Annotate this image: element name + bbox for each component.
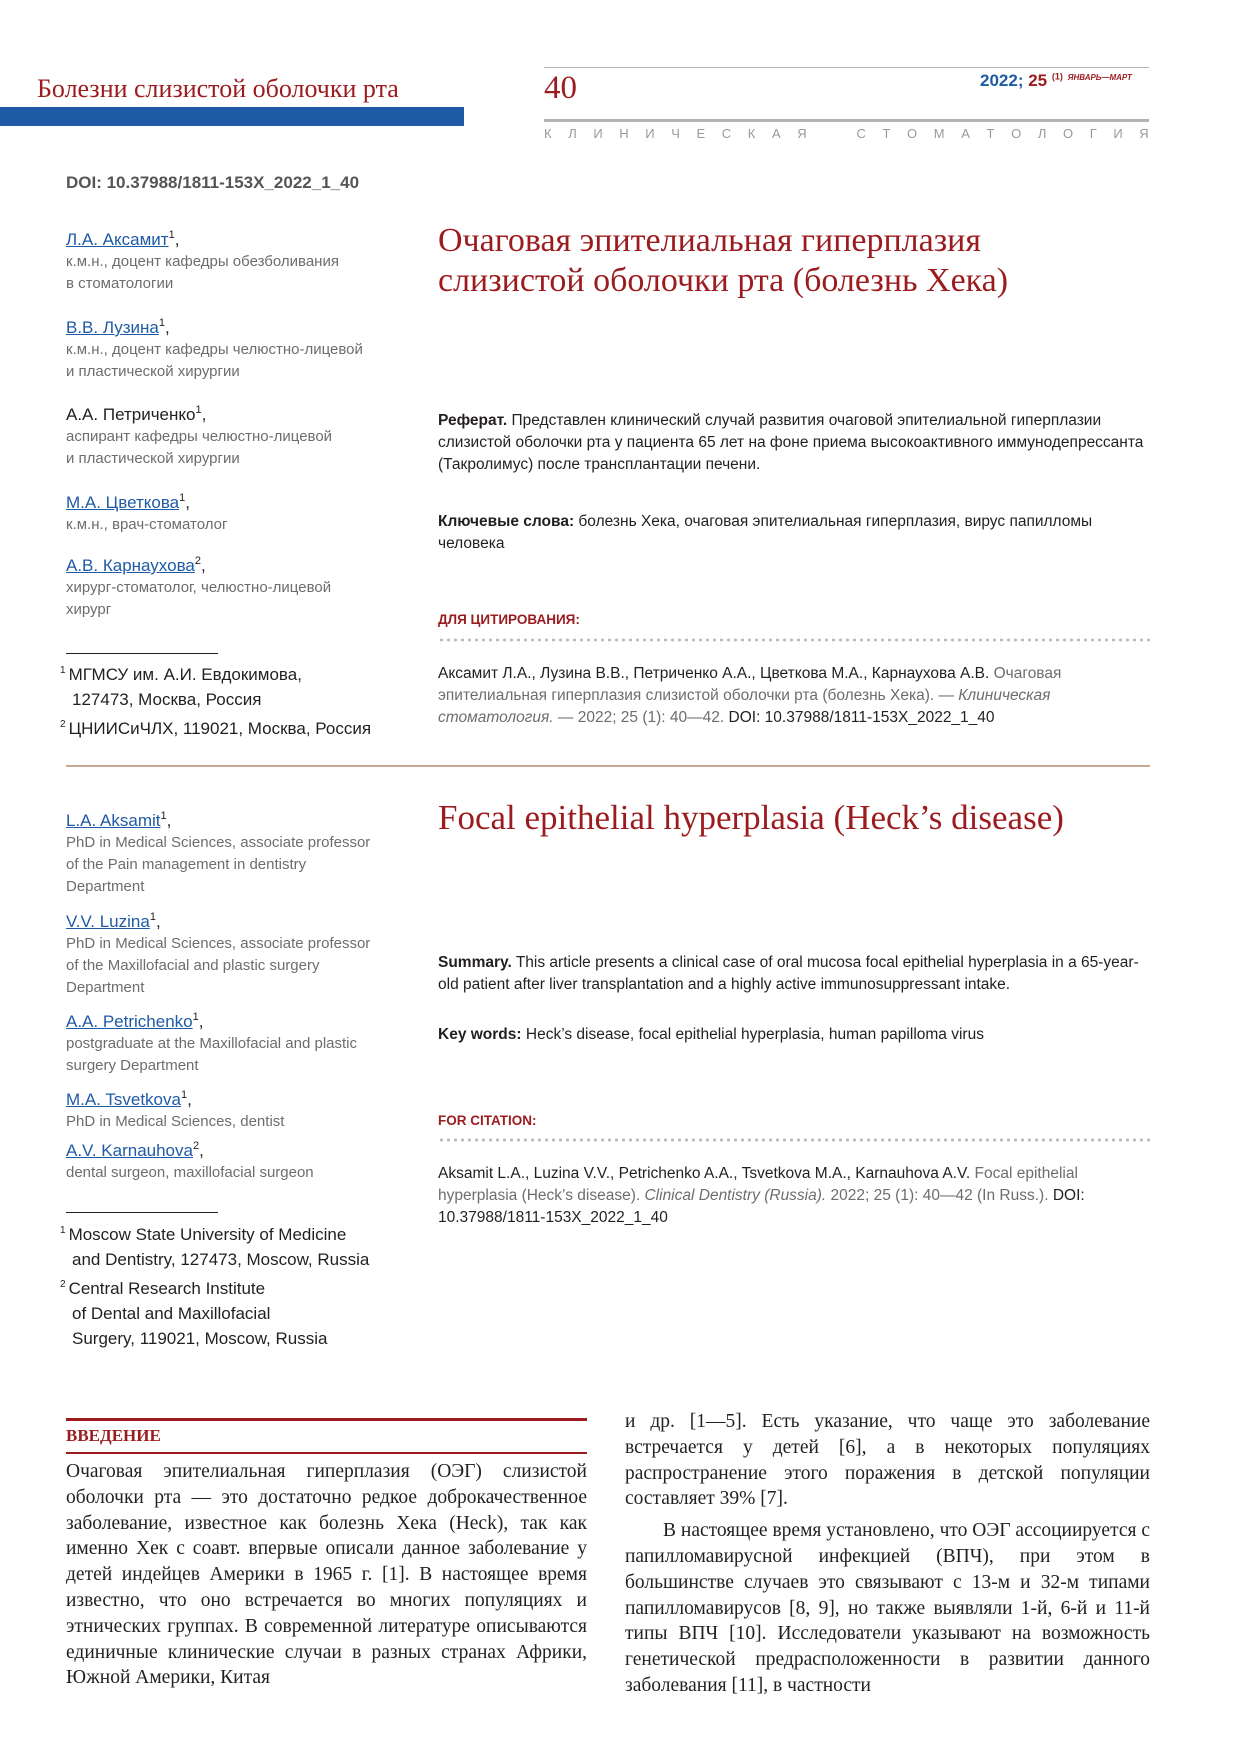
author-desc: хирург-стоматолог, челюстно-лицевой	[66, 579, 332, 596]
author-link[interactable]: Л.А. Аксамит	[66, 230, 169, 249]
cite-authors: Аксамит Л.А., Лузина В.В., Петриченко А.А., Цветкова М.А., Карнаухова А.В.	[438, 665, 990, 682]
title-line: Очаговая эпителиальная гиперплазия	[438, 222, 982, 259]
citation-en	[438, 1163, 1150, 1229]
citation-ru	[438, 663, 1150, 729]
author-link[interactable]: V.V. Luzina	[66, 912, 150, 931]
author-link[interactable]: В.В. Лузина	[66, 318, 159, 337]
issue-year: 2022;	[980, 71, 1024, 90]
section-divider	[66, 765, 1150, 767]
author-ru-3: А.А. Петриченко$^1$, аспирант кафедры челюстно-лицевой и пластической хирургии	[66, 404, 396, 470]
journal-letter: С	[721, 126, 732, 141]
author-sup: 1	[195, 404, 202, 416]
journal-letter: Т	[986, 126, 995, 141]
author-desc: PhD in Medical Sciences, associate professor	[66, 834, 371, 851]
affiliation-rule	[66, 653, 218, 654]
author-desc: Department	[66, 878, 145, 895]
aff-line: Moscow State University of Medicine	[68, 1225, 347, 1244]
journal-letter: И	[1113, 126, 1123, 141]
author-sup: 1	[179, 492, 186, 504]
dotted-separator	[438, 1138, 1150, 1142]
body-paragraph: и др. [1—5]. Есть указание, что чаще это заболевание встречается у детей [6], а в некоторых популяциях распространение этого поражения в детской популяции составляет 39% [7].	[625, 1411, 1150, 1510]
journal-letter: О	[1011, 126, 1022, 141]
cite-title: Focal epithelial hyperplasia (Heck’s disease).	[438, 1165, 1078, 1204]
intro-rule-bottom	[66, 1452, 587, 1454]
intro-heading: ВВЕДЕНИЕ	[66, 1426, 161, 1445]
journal-letter: Я	[797, 126, 807, 141]
author-ru-2: В.В. Лузина$^1$, к.м.н., доцент кафедры челюстно-лицевой и пластической хирургии	[66, 317, 396, 383]
keywords-text: Heck’s disease, focal epithelial hyperplasia, human papilloma virus	[525, 1026, 984, 1043]
article-title-en: Focal epithelial hyperplasia (Heck’s disease)	[438, 798, 1064, 837]
doi: DOI: 10.37988/1811-153X_2022_1_40	[66, 173, 360, 192]
page-number: 40	[544, 70, 577, 106]
author-desc: хирург	[66, 601, 112, 618]
aff-line: of Dental and Maxillofacial	[72, 1304, 271, 1323]
issue-number: (1)	[1051, 71, 1063, 82]
journal-letter: М	[933, 126, 945, 141]
author-en-5: A.V. Karnauhova$^2$, dental surgeon, maxillofacial surgeon	[66, 1140, 396, 1184]
affiliations-ru	[60, 658, 400, 741]
cite-journal: Клиническая стоматология.	[438, 687, 1051, 726]
author-desc: к.м.н., врач-стоматолог	[66, 516, 228, 533]
abstract-text: Представлен клинический случай развития очаговой эпителиальной гиперплазии слизистой оболочки рта у пациента 65 лет на фоне приема высокоактивного иммунодепрессанта (Такролимус) после трансплантации печени.	[438, 412, 1144, 473]
issue-months: ЯНВАРЬ—МАРТ	[1067, 73, 1132, 82]
cite-rest: 2022; 25 (1): 40—42 (In Russ.).	[830, 1187, 1049, 1204]
author-sup: 2	[192, 1140, 200, 1152]
journal-letter: А	[771, 126, 781, 141]
author-link[interactable]: А.В. Карнаухова	[66, 556, 195, 575]
author-desc: аспирант кафедры челюстно-лицевой	[66, 428, 333, 445]
summary-en	[438, 952, 1150, 996]
journal-name	[544, 126, 1149, 141]
journal-letter: Л	[1037, 126, 1047, 141]
journal-letter: А	[961, 126, 970, 141]
author-sup: 1	[180, 1089, 188, 1101]
author-desc: к.м.н., доцент кафедры обезболивания	[66, 253, 339, 270]
aff-num: 2	[60, 719, 66, 730]
journal-letter: О	[907, 126, 918, 141]
affiliation-rule	[66, 1212, 218, 1213]
author-desc: of the Maxillofacial and plastic surgery	[66, 957, 320, 974]
author-desc: и пластической хирургии	[66, 450, 240, 467]
journal-letter: О	[1062, 126, 1074, 141]
keywords-label: Ключевые слова:	[438, 513, 575, 530]
author-sup: 1	[160, 810, 167, 822]
author-ru-4: М.А. Цветкова$^1$, к.м.н., врач-стоматолог	[66, 492, 396, 536]
aff-line: Central Research Institute	[68, 1279, 266, 1298]
author-link[interactable]: M.A. Tsvetkova	[66, 1090, 181, 1109]
author-ru-1: Л.А. Аксамит$^1$, к.м.н., доцент кафедры обезболивания в стоматологии	[66, 229, 396, 295]
header-rule-bottom	[544, 119, 1149, 122]
author-desc: PhD in Medical Sciences, dentist	[66, 1113, 285, 1130]
issue-volume: 25	[1028, 71, 1048, 90]
author-desc: dental surgeon, maxillofacial surgeon	[66, 1164, 314, 1181]
author-sup: 1	[168, 229, 175, 241]
author-link[interactable]: A.V. Karnauhova	[66, 1141, 193, 1160]
keywords-ru	[438, 511, 1150, 555]
author-link[interactable]: М.А. Цветкова	[66, 493, 180, 512]
aff-line: Surgery, 119021, Moscow, Russia	[72, 1329, 328, 1348]
cite-rest: — 2022; 25 (1): 40—42.	[557, 709, 725, 726]
journal-letter: Ч	[671, 126, 680, 141]
header-rule-top	[544, 67, 1149, 68]
author-desc: к.м.н., доцент кафедры челюстно-лицевой	[66, 341, 363, 358]
author-sup: 1	[149, 911, 156, 923]
author-en-4: M.A. Tsvetkova$^1$, PhD in Medical Sciences, dentist	[66, 1089, 396, 1133]
aff-line: 127473, Москва, Россия	[72, 690, 262, 709]
author-sup: 2	[194, 555, 201, 567]
author-ru-5: А.В. Карнаухова$^2$, хирург-стоматолог, челюстно-лицевой хирург	[66, 555, 396, 621]
journal-letter: Н	[619, 126, 629, 141]
journal-letter: Я	[1139, 126, 1149, 141]
journal-letter: С	[856, 126, 866, 141]
journal-letter: К	[544, 126, 552, 141]
cite-doi: DOI: 10.37988/1811-153X_2022_1_40	[438, 1187, 1085, 1226]
author-desc: PhD in Medical Sciences, associate professor	[66, 935, 371, 952]
author-desc: и пластической хирургии	[66, 363, 240, 380]
keywords-text: болезнь Хека, очаговая эпителиальная гиперплазия, вирус папилломы человека	[438, 513, 1093, 552]
author-link[interactable]: A.A. Petrichenko	[66, 1012, 193, 1031]
summary-text: This article presents a clinical case of oral mucosa focal epithelial hyperplasia in a 65-year-old patient after liver transplantation and a highly active immunosuppressant intake.	[438, 954, 1139, 993]
author-en-2: V.V. Luzina$^1$, PhD in Medical Sciences, associate professor of the Maxillofacial and plastic surgery Department	[66, 911, 396, 999]
body-paragraph: В настоящее время установлено, что ОЭГ ассоциируется с папилломавирусной инфекцией (ВПЧ), при этом в большинстве случаев это связывают с 13-м и 32-м типами папилломавирусов [8, 9], но также выявляли 1-й, 6-й и 11-й типы ВПЧ [10]. Исследователи указывают на возможность генетической предрасположенности в развитии данного заболевания [11], в частности	[625, 1520, 1150, 1696]
abstract-label: Реферат.	[438, 412, 508, 429]
aff-num: 2	[60, 1279, 66, 1290]
summary-label: Summary.	[438, 954, 512, 971]
title-line: слизистой оболочки рта (болезнь Хека)	[438, 262, 1009, 299]
citation-heading-en: FOR CITATION:	[438, 1113, 537, 1128]
author-en-3: A.A. Petrichenko$^1$, postgraduate at the Maxillofacial and plastic surgery Department	[66, 1011, 396, 1077]
journal-letter: И	[645, 126, 655, 141]
article-title-ru	[438, 221, 1138, 301]
author-sup: 1	[158, 317, 165, 329]
journal-letter: И	[593, 126, 603, 141]
affiliations-en	[60, 1218, 400, 1351]
author-desc: of the Pain management in dentistry	[66, 856, 307, 873]
journal-letter: Т	[882, 126, 891, 141]
aff-num: 1	[60, 665, 66, 676]
author-link[interactable]: L.A. Aksamit	[66, 811, 161, 830]
aff-line: and Dentistry, 127473, Moscow, Russia	[72, 1250, 370, 1269]
dotted-separator	[438, 638, 1150, 642]
author-desc: Department	[66, 979, 145, 996]
author-desc: postgraduate at the Maxillofacial and plastic	[66, 1035, 358, 1052]
journal-letter: К	[747, 126, 756, 141]
header-bar	[0, 107, 464, 126]
body-column-left	[66, 1459, 587, 1691]
section-title: Болезни слизистой оболочки рта	[37, 74, 399, 103]
author-desc: в стоматологии	[66, 275, 174, 292]
aff-line: ЦНИИСиЧЛХ, 119021, Москва, Россия	[68, 719, 372, 738]
body-column-right	[625, 1409, 1150, 1699]
aff-line: МГМСУ им. А.И. Евдокимова,	[68, 665, 302, 684]
keywords-en	[438, 1024, 1150, 1046]
author-name: А.А. Петриченко	[66, 405, 196, 424]
abstract-ru	[438, 410, 1150, 476]
cite-title: Очаговая эпителиальная гиперплазия слизистой оболочки рта (болезнь Хека). —	[438, 665, 1062, 704]
keywords-label: Key words:	[438, 1026, 522, 1043]
aff-num: 1	[60, 1225, 66, 1236]
citation-heading-ru: ДЛЯ ЦИТИРОВАНИЯ:	[438, 612, 580, 627]
author-desc: surgery Department	[66, 1057, 199, 1074]
journal-letter: Г	[1089, 126, 1097, 141]
body-paragraph: Очаговая эпителиальная гиперплазия (ОЭГ) слизистой оболочки рта — это достаточно редкое доброкачественное заболевание, известное как болезнь Хека (Heck), так как именно Хек с соавт. впервые описали данное заболевание у детей индейцев Америки в 1965 г. [1]. В настоящее время известно, что оно встречается во многих популяциях и этнических группах. В современной литературе описываются единичные клинические случаи в разных странах Африки, Южной Америки, Китая	[66, 1461, 587, 1689]
cite-doi: DOI: 10.37988/1811-153X_2022_1_40	[728, 709, 995, 726]
journal-letter: Л	[568, 126, 577, 141]
intro-rule-top	[66, 1418, 587, 1421]
cite-authors: Aksamit L.A., Luzina V.V., Petrichenko A.A., Tsvetkova M.A., Karnauhova A.V.	[438, 1165, 971, 1182]
journal-letter: Е	[696, 126, 706, 141]
issue-info	[980, 71, 1132, 91]
cite-journal: Clinical Dentistry (Russia).	[644, 1187, 827, 1204]
author-sup: 1	[192, 1011, 199, 1023]
author-en-1: L.A. Aksamit$^1$, PhD in Medical Sciences, associate professor of the Pain management in dentistry Department	[66, 810, 396, 898]
